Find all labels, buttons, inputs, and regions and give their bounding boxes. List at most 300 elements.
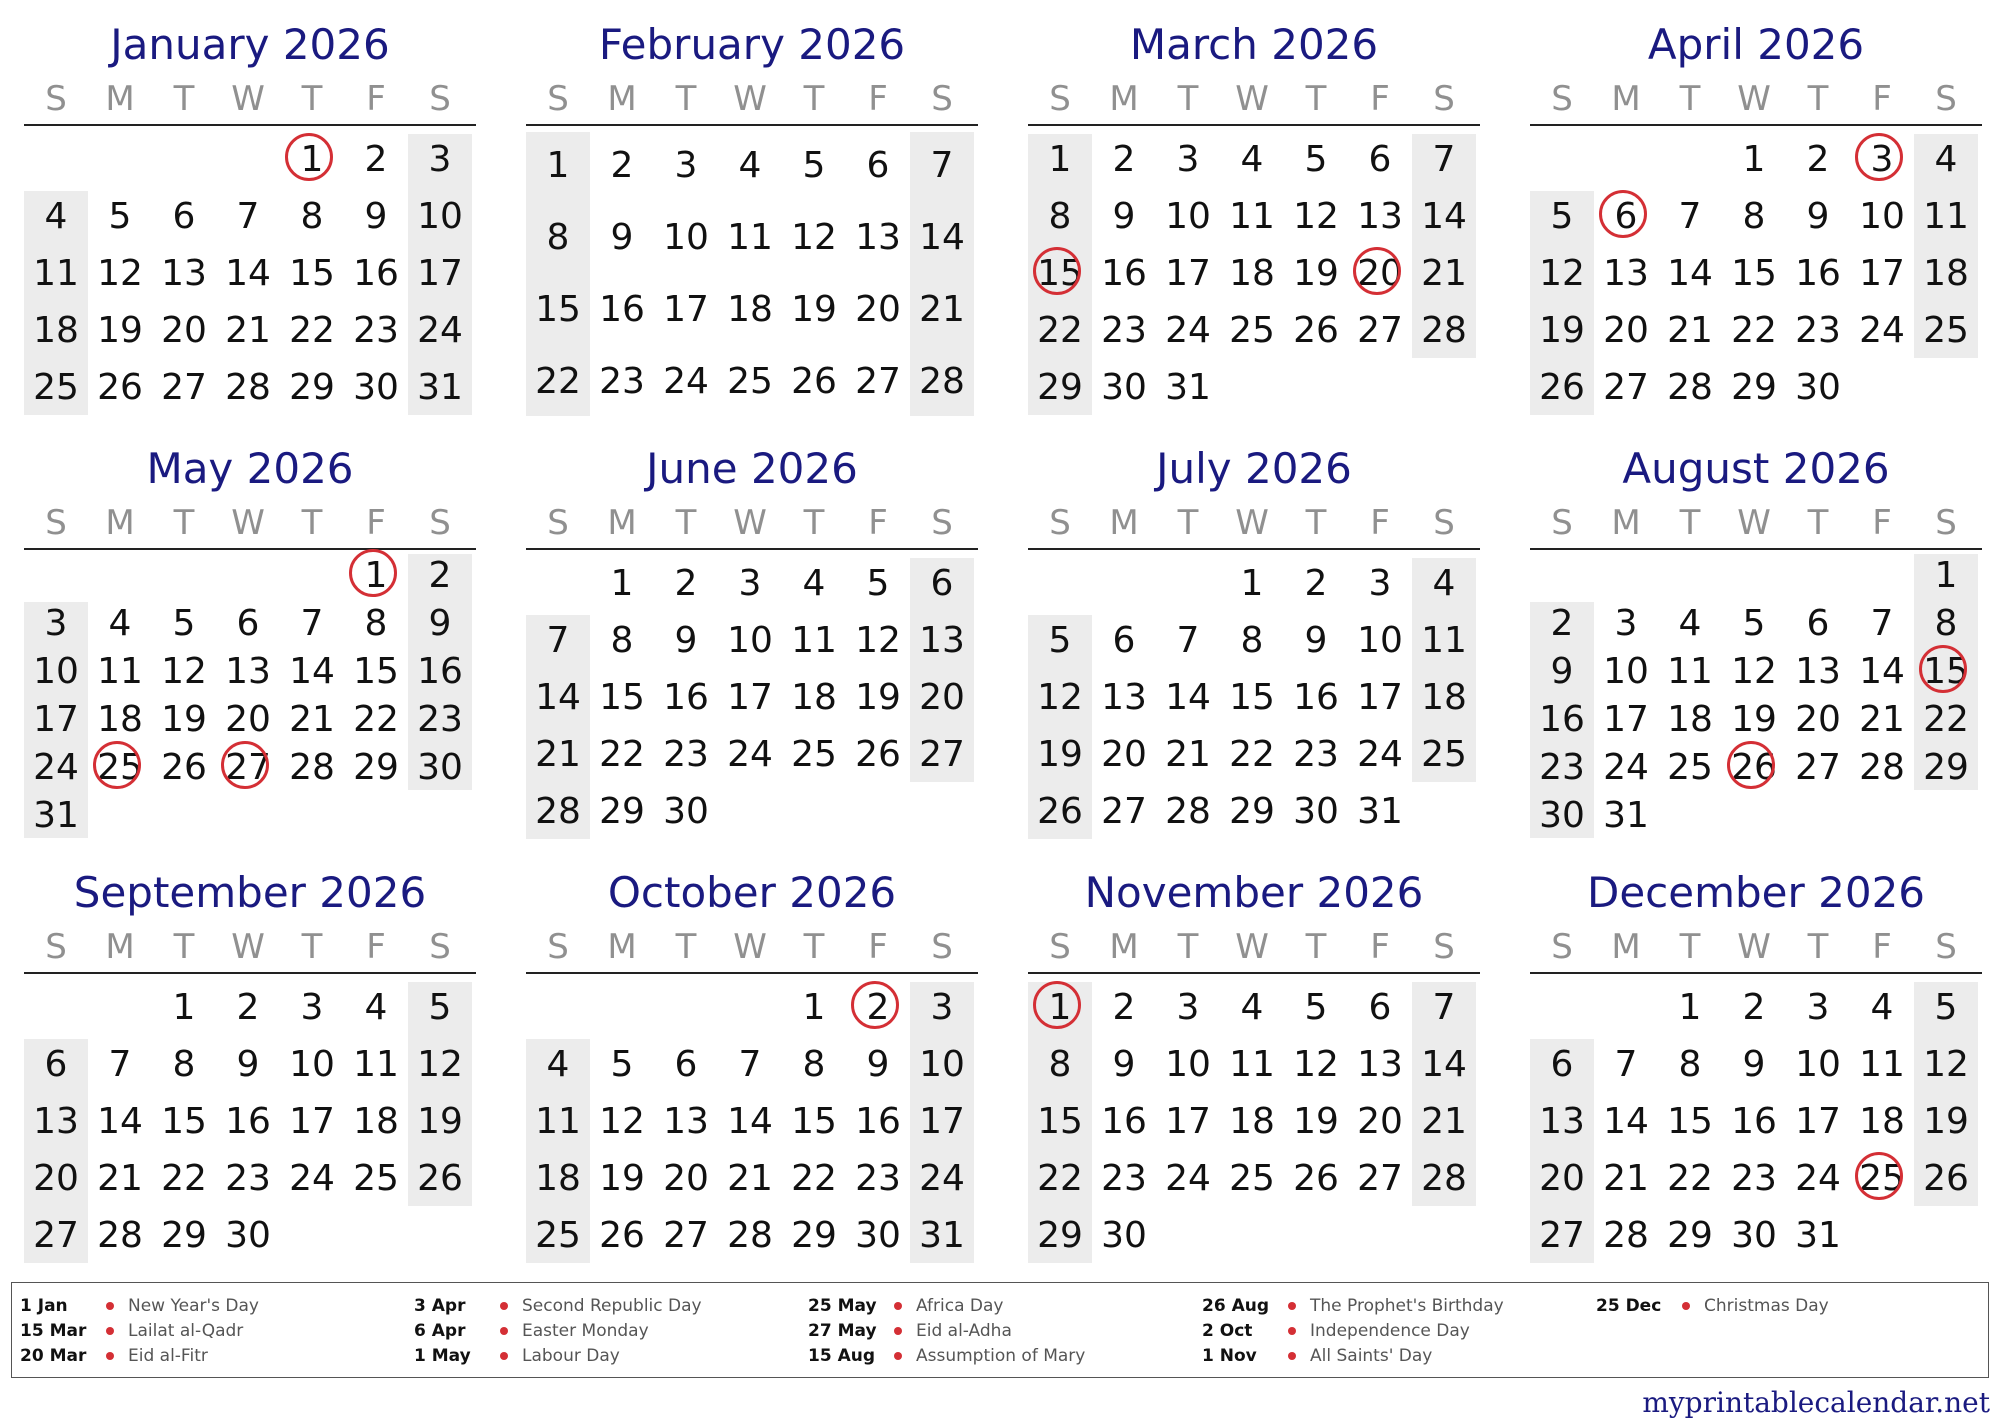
day-cell: 8 [1240,620,1264,661]
day-cell: 7 [930,145,954,186]
day-cell: 11 [353,1044,399,1085]
day-cell: 28 [1859,747,1905,788]
day-cell: 29 [1037,367,1083,408]
legend-date: 26 Aug [1202,1296,1270,1316]
day-cell: 8 [300,196,324,237]
weekday-label: M [607,503,637,543]
day-cell: 12 [417,1044,463,1085]
month-title: March 2026 [1129,20,1379,69]
legend-name: Lailat al-Qadr [128,1321,244,1341]
day-cell: 30 [663,791,709,832]
day-cell: 30 [1101,367,1147,408]
weekday-label: T [173,927,195,967]
day-cell: 17 [1603,699,1649,740]
header-rule [526,548,978,550]
weekday-label: F [1872,927,1892,967]
day-cell: 15 [535,289,581,330]
day-cell: 19 [97,310,143,351]
legend-date: 25 May [808,1296,877,1316]
day-cell: 7 [1432,987,1456,1028]
month-title: January 2026 [110,20,390,69]
day-cell: 19 [161,699,207,740]
legend-date: 1 Jan [20,1296,68,1316]
weekday-label: T [675,927,697,967]
day-cell: 21 [97,1158,143,1199]
weekday-label: F [1370,927,1390,967]
weekday-label: M [105,503,135,543]
legend-name: Labour Day [522,1346,620,1366]
day-cell: 11 [727,217,773,258]
day-cell: 24 [1165,1158,1211,1199]
day-cell: 28 [1421,310,1467,351]
day-cell: 23 [855,1158,901,1199]
day-cell: 3 [1806,987,1830,1028]
weekday-label: F [366,503,386,543]
day-cell: 27 [161,367,207,408]
day-cell: 6 [866,145,890,186]
legend-entry [1202,1294,1582,1319]
day-cell: 8 [1678,1044,1702,1085]
day-cell: 11 [535,1101,581,1142]
day-cell: 21 [1421,253,1467,294]
day-cell: 8 [364,603,388,644]
day-cell: 29 [161,1215,207,1256]
holiday-legend [11,1282,1989,1378]
day-cell: 11 [791,620,837,661]
day-cell: 23 [599,361,645,402]
day-cell: 3 [1176,987,1200,1028]
day-cell: 15 [1923,651,1969,692]
day-cell: 14 [1165,677,1211,718]
legend-entry [808,1344,1188,1369]
day-cell: 18 [353,1101,399,1142]
month-3 [1028,0,1480,410]
day-cell: 12 [1293,196,1339,237]
holiday-dot-icon [106,1302,114,1310]
weekday-label: S [45,927,67,967]
holiday-dot-icon [106,1352,114,1360]
month-title: June 2026 [646,444,858,493]
holiday-marker [221,741,269,789]
day-cell: 1 [802,987,826,1028]
day-cell: 2 [1112,987,1136,1028]
weekday-label: W [1235,503,1269,543]
day-cell: 18 [1923,253,1969,294]
weekday-label: T [173,79,195,119]
day-cell: 30 [1293,791,1339,832]
day-cell: 21 [1603,1158,1649,1199]
day-cell: 11 [1229,196,1275,237]
day-cell: 27 [1603,367,1649,408]
weekday-label: M [607,79,637,119]
month-title: November 2026 [1084,868,1424,917]
month-title: December 2026 [1586,868,1926,917]
day-cell: 4 [364,987,388,1028]
day-cell: 12 [855,620,901,661]
weekday-label: S [429,503,451,543]
weekday-label: W [733,927,767,967]
holiday-dot-icon [1288,1327,1296,1335]
day-cell: 13 [161,253,207,294]
day-cell: 2 [428,555,452,596]
day-cell: 3 [44,603,68,644]
day-cell: 31 [1795,1215,1841,1256]
header-rule [1530,972,1982,974]
month-8 [1530,424,1982,834]
day-cell: 5 [1742,603,1766,644]
day-cell: 24 [1165,310,1211,351]
day-cell: 29 [289,367,335,408]
weekday-label: M [1109,927,1139,967]
day-cell: 18 [791,677,837,718]
day-cell: 12 [1731,651,1777,692]
weekday-label: W [1737,503,1771,543]
day-cell: 17 [1795,1101,1841,1142]
day-cell: 9 [236,1044,260,1085]
day-cell: 23 [353,310,399,351]
weekday-label: F [366,79,386,119]
day-cell: 24 [1795,1158,1841,1199]
weekday-label: W [1737,927,1771,967]
day-cell: 30 [1731,1215,1777,1256]
day-cell: 1 [546,145,570,186]
day-cell: 14 [225,253,271,294]
day-cell: 18 [1421,677,1467,718]
day-cell: 22 [599,734,645,775]
day-cell: 26 [855,734,901,775]
day-cell: 3 [1368,563,1392,604]
day-cell: 5 [610,1044,634,1085]
weekday-label: S [1049,503,1071,543]
weekday-label: T [803,927,825,967]
day-cell: 23 [1101,1158,1147,1199]
weekday-label: T [1679,503,1701,543]
day-cell: 11 [1667,651,1713,692]
weekday-label: T [803,79,825,119]
day-cell: 4 [1870,987,1894,1028]
day-cell: 9 [1742,1044,1766,1085]
legend-date: 6 Apr [414,1321,466,1341]
day-cell: 3 [930,987,954,1028]
day-cell: 1 [610,563,634,604]
day-cell: 7 [108,1044,132,1085]
holiday-dot-icon [894,1352,902,1360]
day-cell: 9 [1806,196,1830,237]
weekday-label: S [1935,79,1957,119]
day-cell: 22 [1731,310,1777,351]
legend-name: Easter Monday [522,1321,649,1341]
day-cell: 15 [289,253,335,294]
day-cell: 17 [1357,677,1403,718]
day-cell: 5 [108,196,132,237]
day-cell: 25 [1229,1158,1275,1199]
legend-name: All Saints' Day [1310,1346,1433,1366]
day-cell: 10 [1795,1044,1841,1085]
day-cell: 22 [289,310,335,351]
day-cell: 20 [1101,734,1147,775]
day-cell: 4 [108,603,132,644]
day-cell: 21 [1859,699,1905,740]
day-cell: 2 [1806,139,1830,180]
day-cell: 4 [1934,139,1958,180]
day-cell: 10 [1357,620,1403,661]
holiday-marker [1353,247,1401,295]
legend-date: 20 Mar [20,1346,87,1366]
weekday-label: M [1611,927,1641,967]
day-cell: 27 [1795,747,1841,788]
weekday-label: W [733,79,767,119]
day-cell: 20 [1795,699,1841,740]
month-title: October 2026 [607,868,897,917]
day-cell: 3 [1176,139,1200,180]
month-11 [1028,848,1480,1258]
legend-entry [1202,1319,1582,1344]
weekday-label: M [1109,79,1139,119]
weekday-label: S [1433,503,1455,543]
month-5 [24,424,476,834]
day-cell: 15 [1037,253,1083,294]
day-cell: 8 [1048,1044,1072,1085]
weekday-label: F [1872,79,1892,119]
day-cell: 23 [225,1158,271,1199]
legend-entry [808,1319,1188,1344]
legend-date: 25 Dec [1596,1296,1662,1316]
day-cell: 26 [161,747,207,788]
day-cell: 18 [727,289,773,330]
month-4 [1530,0,1982,410]
day-cell: 14 [1667,253,1713,294]
day-cell: 16 [353,253,399,294]
legend-entry [20,1294,400,1319]
weekday-label: F [1370,79,1390,119]
day-cell: 13 [919,620,965,661]
day-cell: 10 [33,651,79,692]
day-cell: 4 [1240,139,1264,180]
legend-entry [20,1344,400,1369]
day-cell: 17 [1859,253,1905,294]
day-cell: 6 [1614,196,1638,237]
day-cell: 22 [791,1158,837,1199]
weekday-label: W [1737,79,1771,119]
day-cell: 29 [791,1215,837,1256]
day-cell: 26 [1539,367,1585,408]
day-cell: 15 [161,1101,207,1142]
day-cell: 11 [1859,1044,1905,1085]
day-cell: 2 [674,563,698,604]
day-cell: 10 [289,1044,335,1085]
day-cell: 3 [674,145,698,186]
day-cell: 14 [727,1101,773,1142]
holiday-dot-icon [894,1327,902,1335]
day-cell: 1 [172,987,196,1028]
weekday-label: W [231,503,265,543]
day-cell: 4 [1678,603,1702,644]
day-cell: 28 [225,367,271,408]
month-title: April 2026 [1647,20,1865,69]
day-cell: 6 [1368,139,1392,180]
day-cell: 18 [97,699,143,740]
day-cell: 30 [417,747,463,788]
weekday-label: T [301,79,323,119]
day-cell: 18 [1229,253,1275,294]
day-cell: 3 [1614,603,1638,644]
day-cell: 13 [225,651,271,692]
day-cell: 17 [33,699,79,740]
holiday-dot-icon [1682,1302,1690,1310]
legend-name: Assumption of Mary [916,1346,1086,1366]
day-cell: 28 [1667,367,1713,408]
day-cell: 29 [1731,367,1777,408]
day-cell: 20 [919,677,965,718]
day-cell: 3 [428,139,452,180]
weekday-label: S [1551,79,1573,119]
day-cell: 13 [33,1101,79,1142]
legend-name: New Year's Day [128,1296,259,1316]
day-cell: 4 [738,145,762,186]
day-cell: 21 [919,289,965,330]
day-cell: 3 [738,563,762,604]
day-cell: 25 [353,1158,399,1199]
holiday-dot-icon [1288,1352,1296,1360]
month-12 [1530,848,1982,1258]
weekday-label: F [868,503,888,543]
day-cell: 24 [417,310,463,351]
day-cell: 22 [1037,1158,1083,1199]
weekday-label: S [1935,503,1957,543]
day-cell: 9 [610,217,634,258]
day-cell: 24 [289,1158,335,1199]
day-cell: 27 [1357,310,1403,351]
day-cell: 11 [33,253,79,294]
holiday-dot-icon [500,1327,508,1335]
weekday-label: F [1872,503,1892,543]
day-cell: 13 [1357,1044,1403,1085]
day-cell: 5 [1304,987,1328,1028]
day-cell: 13 [1603,253,1649,294]
weekday-label: S [45,503,67,543]
day-cell: 23 [1539,747,1585,788]
day-cell: 24 [1603,747,1649,788]
day-cell: 20 [225,699,271,740]
weekday-label: T [1177,79,1199,119]
weekday-label: S [1551,503,1573,543]
day-cell: 15 [1229,677,1275,718]
day-cell: 27 [1357,1158,1403,1199]
legend-entry [414,1294,794,1319]
day-cell: 31 [1357,791,1403,832]
day-cell: 20 [1357,253,1403,294]
weekday-label: F [366,927,386,967]
day-cell: 14 [1859,651,1905,692]
day-cell: 16 [663,677,709,718]
day-cell: 24 [663,361,709,402]
day-cell: 21 [1165,734,1211,775]
header-rule [1028,124,1480,126]
day-cell: 16 [1731,1101,1777,1142]
day-cell: 29 [1923,747,1969,788]
weekday-label: M [105,79,135,119]
day-cell: 27 [663,1215,709,1256]
legend-date: 15 Aug [808,1346,876,1366]
legend-date: 2 Oct [1202,1321,1253,1341]
day-cell: 27 [919,734,965,775]
header-rule [24,972,476,974]
day-cell: 3 [1870,139,1894,180]
weekday-label: M [1109,503,1139,543]
day-cell: 7 [1176,620,1200,661]
day-cell: 9 [364,196,388,237]
day-cell: 30 [855,1215,901,1256]
weekday-label: T [1679,927,1701,967]
day-cell: 20 [855,289,901,330]
day-cell: 4 [546,1044,570,1085]
day-cell: 22 [535,361,581,402]
holiday-marker [1919,645,1967,693]
holiday-marker [349,549,397,597]
day-cell: 10 [919,1044,965,1085]
day-cell: 21 [1667,310,1713,351]
day-cell: 2 [236,987,260,1028]
holiday-marker [1855,1152,1903,1200]
legend-name: Second Republic Day [522,1296,702,1316]
holiday-marker [1599,190,1647,238]
day-cell: 1 [1240,563,1264,604]
day-cell: 6 [172,196,196,237]
day-cell: 2 [610,145,634,186]
weekday-label: T [1177,927,1199,967]
day-cell: 26 [1731,747,1777,788]
day-cell: 6 [1806,603,1830,644]
day-cell: 12 [1037,677,1083,718]
weekday-label: S [429,79,451,119]
day-cell: 25 [535,1215,581,1256]
day-cell: 19 [855,677,901,718]
day-cell: 28 [289,747,335,788]
day-cell: 30 [225,1215,271,1256]
weekday-label: T [803,503,825,543]
site-footer[interactable]: myprintablecalendar.net [1642,1386,1990,1419]
day-cell: 23 [1795,310,1841,351]
day-cell: 6 [930,563,954,604]
day-cell: 23 [1731,1158,1777,1199]
day-cell: 15 [599,677,645,718]
weekday-label: T [1807,503,1829,543]
day-cell: 25 [1667,747,1713,788]
day-cell: 20 [1539,1158,1585,1199]
day-cell: 15 [791,1101,837,1142]
day-cell: 9 [428,603,452,644]
day-cell: 25 [1859,1158,1905,1199]
day-cell: 5 [172,603,196,644]
day-cell: 16 [1101,253,1147,294]
day-cell: 21 [1421,1101,1467,1142]
day-cell: 28 [535,791,581,832]
day-cell: 31 [1165,367,1211,408]
day-cell: 20 [663,1158,709,1199]
day-cell: 19 [1037,734,1083,775]
day-cell: 17 [289,1101,335,1142]
weekday-label: S [1049,927,1071,967]
legend-name: Independence Day [1310,1321,1470,1341]
day-cell: 26 [1293,1158,1339,1199]
holiday-marker [285,133,333,181]
day-cell: 22 [1037,310,1083,351]
day-cell: 7 [1678,196,1702,237]
day-cell: 1 [1048,987,1072,1028]
day-cell: 29 [1667,1215,1713,1256]
day-cell: 31 [1603,795,1649,836]
weekday-label: T [173,503,195,543]
